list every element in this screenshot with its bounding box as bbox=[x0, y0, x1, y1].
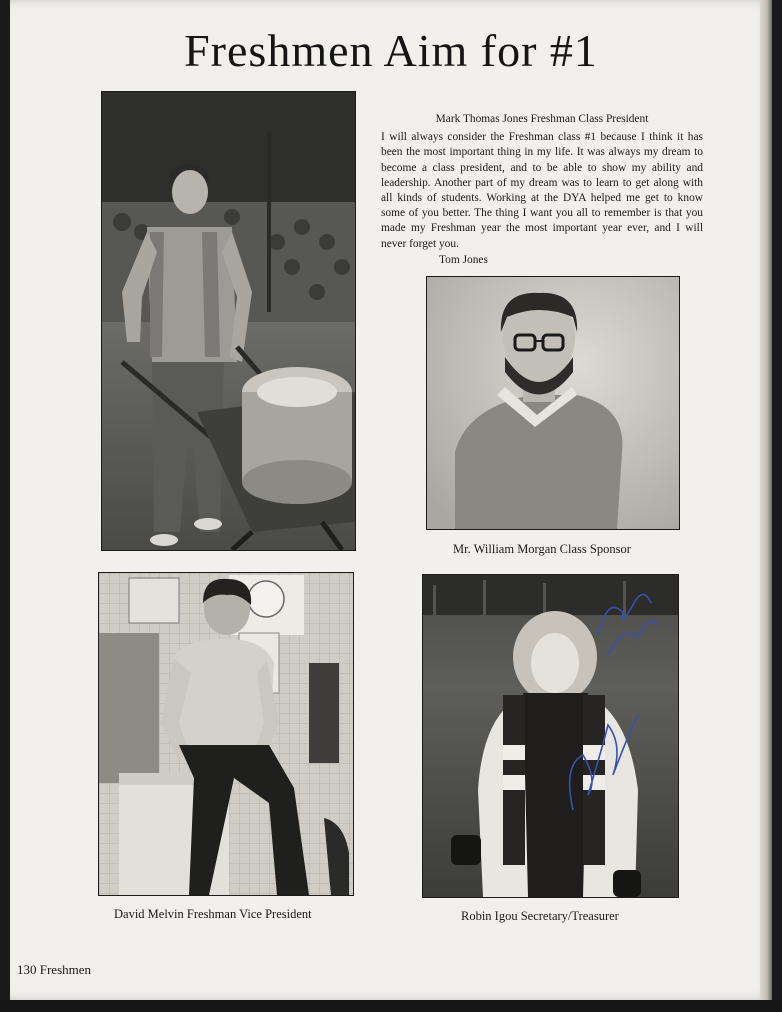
page-folio: 130 Freshmen bbox=[17, 962, 92, 977]
vice-president-photo bbox=[98, 572, 354, 896]
vice-president-caption: David Melvin Freshman Vice President bbox=[114, 907, 312, 921]
statement-body: I will always consider the Freshman class #1 because I think it has been the most important thing in my life. It was always my dream to become a class president, and to be able to show my ability and leadership. Another part of my dream was to learn to get along with all kinds of students. Working at the DYA helped me get to know some of you better. The thing I want you all to remember is that you made my Freshman year the most important year ever, and I will never forget you. bbox=[381, 131, 703, 250]
student-seated-icon bbox=[99, 573, 353, 895]
statement-heading: Mark Thomas Jones Freshman Class President bbox=[435, 113, 649, 125]
page-bottom-edge bbox=[0, 1000, 782, 1012]
sponsor-photo bbox=[426, 276, 680, 530]
wheelbarrow-photo-icon bbox=[102, 92, 355, 550]
president-statement bbox=[381, 112, 703, 268]
secretary-photo bbox=[422, 574, 679, 898]
page-gutter bbox=[760, 0, 772, 1000]
secretary-caption: Robin Igou Secretary/Treasurer bbox=[461, 909, 619, 923]
page-title: Freshmen Aim for #1 bbox=[184, 25, 598, 76]
student-standing-icon bbox=[423, 575, 678, 897]
president-photo bbox=[101, 91, 356, 551]
statement-signature: Tom Jones bbox=[439, 253, 488, 266]
sponsor-caption: Mr. William Morgan Class Sponsor bbox=[453, 542, 631, 556]
portrait-bearded-man-icon bbox=[427, 277, 679, 529]
